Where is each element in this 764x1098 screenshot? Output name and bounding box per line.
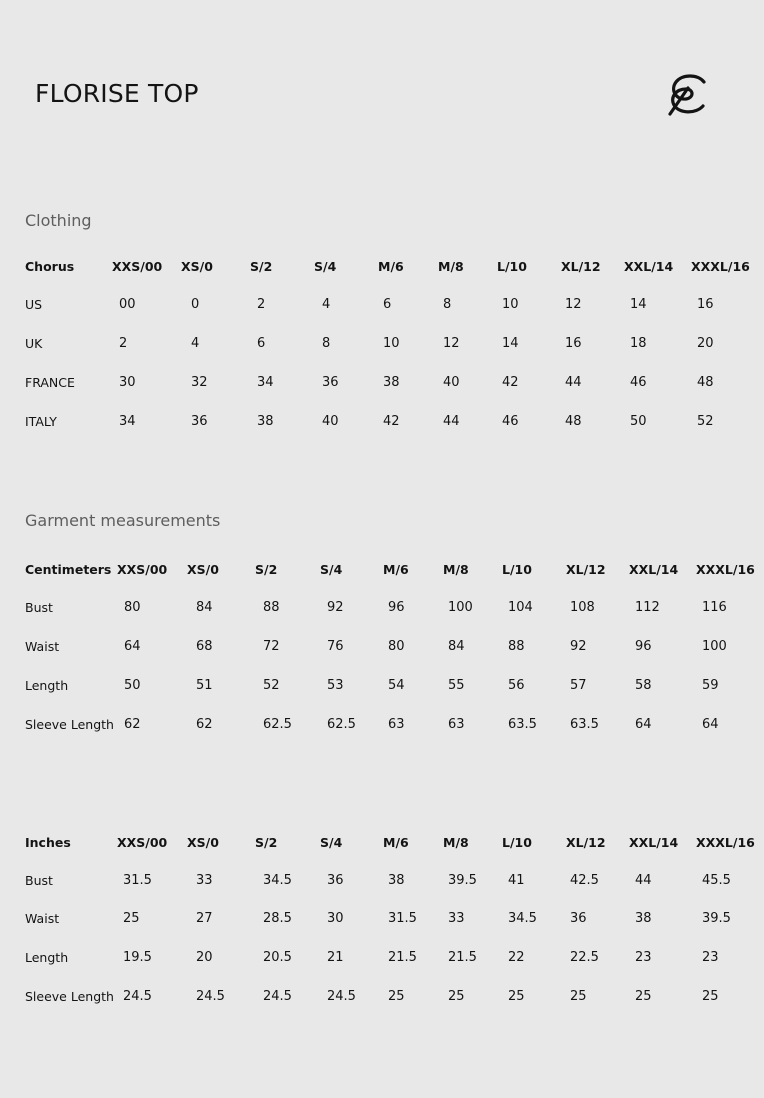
table-cell: 16 (565, 336, 582, 351)
table-cell: 84 (196, 600, 213, 615)
table-cell: 42.5 (570, 873, 599, 888)
table-cell: 53 (327, 678, 344, 693)
table-cell: 20 (697, 336, 714, 351)
table-cell: 30 (327, 911, 344, 926)
table-cell: 2 (119, 336, 128, 351)
size-column-header: XS/0 (187, 562, 219, 577)
table-cell: 34.5 (508, 911, 537, 926)
table-cell: 0 (191, 297, 200, 312)
table-cell: 21.5 (448, 950, 477, 965)
table-cell: 100 (702, 639, 727, 654)
table-cell: 58 (635, 678, 652, 693)
size-column-header: XXL/14 (629, 562, 679, 577)
size-column-header: XXXL/16 (696, 562, 755, 577)
table-cell: 32 (191, 375, 208, 390)
row-label: Length (25, 950, 69, 965)
row-label: FRANCE (25, 375, 75, 390)
table-cell: 55 (448, 678, 465, 693)
table-cell: 54 (388, 678, 405, 693)
table-cell: 63 (388, 717, 405, 732)
size-column-header: S/4 (320, 562, 343, 577)
table-cell: 96 (388, 600, 405, 615)
size-column-header: M/8 (443, 835, 469, 850)
table-cell: 22.5 (570, 950, 599, 965)
table-cell: 24.5 (263, 989, 292, 1004)
table-cell: 62.5 (327, 717, 356, 732)
size-column-header: S/2 (250, 259, 273, 274)
table-cell: 22 (508, 950, 525, 965)
table-cell: 100 (448, 600, 473, 615)
table-cell: 25 (123, 911, 140, 926)
table-cell: 38 (383, 375, 400, 390)
table-cell: 24.5 (123, 989, 152, 1004)
table-cell: 23 (635, 950, 652, 965)
table-cell: 25 (570, 989, 587, 1004)
table-cell: 50 (124, 678, 141, 693)
table-cell: 92 (327, 600, 344, 615)
table-cell: 16 (697, 297, 714, 312)
size-column-header: XS/0 (181, 259, 213, 274)
row-label: Sleeve Length (25, 989, 114, 1004)
table-cell: 25 (448, 989, 465, 1004)
table-cell: 21 (327, 950, 344, 965)
size-column-header: XS/0 (187, 835, 219, 850)
table-cell: 20.5 (263, 950, 292, 965)
size-column-header: XXL/14 (624, 259, 674, 274)
table-cell: 34 (257, 375, 274, 390)
table-cell: 10 (383, 336, 400, 351)
table-cell: 48 (697, 375, 714, 390)
table-cell: 42 (383, 414, 400, 429)
table-cell: 44 (565, 375, 582, 390)
table-header-label: Chorus (25, 259, 75, 274)
size-column-header: L/10 (502, 835, 532, 850)
table-cell: 59 (702, 678, 719, 693)
table-cell: 64 (702, 717, 719, 732)
table-cell: 45.5 (702, 873, 731, 888)
size-column-header: S/4 (320, 835, 343, 850)
table-cell: 6 (257, 336, 266, 351)
size-column-header: XL/12 (566, 835, 606, 850)
table-cell: 34 (119, 414, 136, 429)
table-cell: 63.5 (508, 717, 537, 732)
table-cell: 63 (448, 717, 465, 732)
table-cell: 44 (443, 414, 460, 429)
chorus-logo-icon (666, 72, 710, 116)
table-cell: 25 (702, 989, 719, 1004)
table-cell: 92 (570, 639, 587, 654)
table-cell: 40 (443, 375, 460, 390)
table-cell: 4 (191, 336, 200, 351)
row-label: Length (25, 678, 69, 693)
table-cell: 116 (702, 600, 727, 615)
table-cell: 80 (388, 639, 405, 654)
table-cell: 68 (196, 639, 213, 654)
size-column-header: M/8 (443, 562, 469, 577)
table-cell: 8 (443, 297, 452, 312)
row-label: ITALY (25, 414, 57, 429)
table-cell: 51 (196, 678, 213, 693)
table-cell: 12 (443, 336, 460, 351)
table-cell: 80 (124, 600, 141, 615)
table-cell: 31.5 (388, 911, 417, 926)
table-cell: 76 (327, 639, 344, 654)
table-cell: 42 (502, 375, 519, 390)
size-column-header: XXL/14 (629, 835, 679, 850)
table-cell: 104 (508, 600, 533, 615)
table-cell: 36 (322, 375, 339, 390)
table-cell: 84 (448, 639, 465, 654)
table-cell: 62 (196, 717, 213, 732)
table-cell: 38 (257, 414, 274, 429)
table-cell: 62.5 (263, 717, 292, 732)
table-cell: 62 (124, 717, 141, 732)
table-cell: 108 (570, 600, 595, 615)
table-cell: 112 (635, 600, 660, 615)
table-cell: 88 (263, 600, 280, 615)
table-cell: 33 (448, 911, 465, 926)
size-column-header: L/10 (497, 259, 527, 274)
size-column-header: S/4 (314, 259, 337, 274)
table-cell: 21.5 (388, 950, 417, 965)
table-cell: 56 (508, 678, 525, 693)
size-column-header: XL/12 (561, 259, 601, 274)
table-cell: 19.5 (123, 950, 152, 965)
size-column-header: M/6 (383, 562, 409, 577)
table-cell: 41 (508, 873, 525, 888)
size-column-header: M/8 (438, 259, 464, 274)
size-column-header: XXXL/16 (691, 259, 750, 274)
table-cell: 64 (124, 639, 141, 654)
table-header-label: Centimeters (25, 562, 112, 577)
row-label: Sleeve Length (25, 717, 114, 732)
table-cell: 27 (196, 911, 213, 926)
table-header-label: Inches (25, 835, 71, 850)
table-cell: 50 (630, 414, 647, 429)
table-cell: 18 (630, 336, 647, 351)
table-cell: 14 (502, 336, 519, 351)
page-title: FLORISE TOP (35, 79, 199, 108)
table-cell: 2 (257, 297, 266, 312)
row-label: Bust (25, 873, 53, 888)
table-cell: 24.5 (196, 989, 225, 1004)
table-cell: 40 (322, 414, 339, 429)
table-cell: 38 (388, 873, 405, 888)
table-cell: 25 (508, 989, 525, 1004)
table-cell: 39.5 (702, 911, 731, 926)
garment-section-title: Garment measurements (25, 511, 221, 530)
size-column-header: L/10 (502, 562, 532, 577)
table-cell: 38 (635, 911, 652, 926)
table-cell: 48 (565, 414, 582, 429)
table-cell: 20 (196, 950, 213, 965)
table-cell: 36 (327, 873, 344, 888)
size-column-header: XXXL/16 (696, 835, 755, 850)
table-cell: 46 (502, 414, 519, 429)
table-cell: 52 (697, 414, 714, 429)
table-cell: 30 (119, 375, 136, 390)
size-column-header: XL/12 (566, 562, 606, 577)
row-label: Waist (25, 911, 60, 926)
table-cell: 24.5 (327, 989, 356, 1004)
table-cell: 63.5 (570, 717, 599, 732)
table-cell: 25 (635, 989, 652, 1004)
size-column-header: XXS/00 (117, 835, 168, 850)
table-cell: 39.5 (448, 873, 477, 888)
table-cell: 36 (191, 414, 208, 429)
table-cell: 34.5 (263, 873, 292, 888)
table-cell: 44 (635, 873, 652, 888)
row-label: UK (25, 336, 43, 351)
table-cell: 31.5 (123, 873, 152, 888)
row-label: Waist (25, 639, 60, 654)
table-cell: 52 (263, 678, 280, 693)
table-cell: 57 (570, 678, 587, 693)
table-cell: 8 (322, 336, 331, 351)
table-cell: 33 (196, 873, 213, 888)
table-cell: 72 (263, 639, 280, 654)
table-cell: 25 (388, 989, 405, 1004)
row-label: US (25, 297, 43, 312)
table-cell: 6 (383, 297, 392, 312)
table-cell: 00 (119, 297, 136, 312)
table-cell: 88 (508, 639, 525, 654)
table-cell: 4 (322, 297, 331, 312)
size-column-header: M/6 (383, 835, 409, 850)
table-cell: 28.5 (263, 911, 292, 926)
table-cell: 96 (635, 639, 652, 654)
table-cell: 14 (630, 297, 647, 312)
size-column-header: M/6 (378, 259, 404, 274)
size-column-header: XXS/00 (117, 562, 168, 577)
clothing-section-title: Clothing (25, 211, 92, 230)
size-column-header: S/2 (255, 835, 278, 850)
table-cell: 64 (635, 717, 652, 732)
table-cell: 12 (565, 297, 582, 312)
size-column-header: XXS/00 (112, 259, 163, 274)
row-label: Bust (25, 600, 53, 615)
table-cell: 46 (630, 375, 647, 390)
table-cell: 36 (570, 911, 587, 926)
table-cell: 10 (502, 297, 519, 312)
table-cell: 23 (702, 950, 719, 965)
size-column-header: S/2 (255, 562, 278, 577)
